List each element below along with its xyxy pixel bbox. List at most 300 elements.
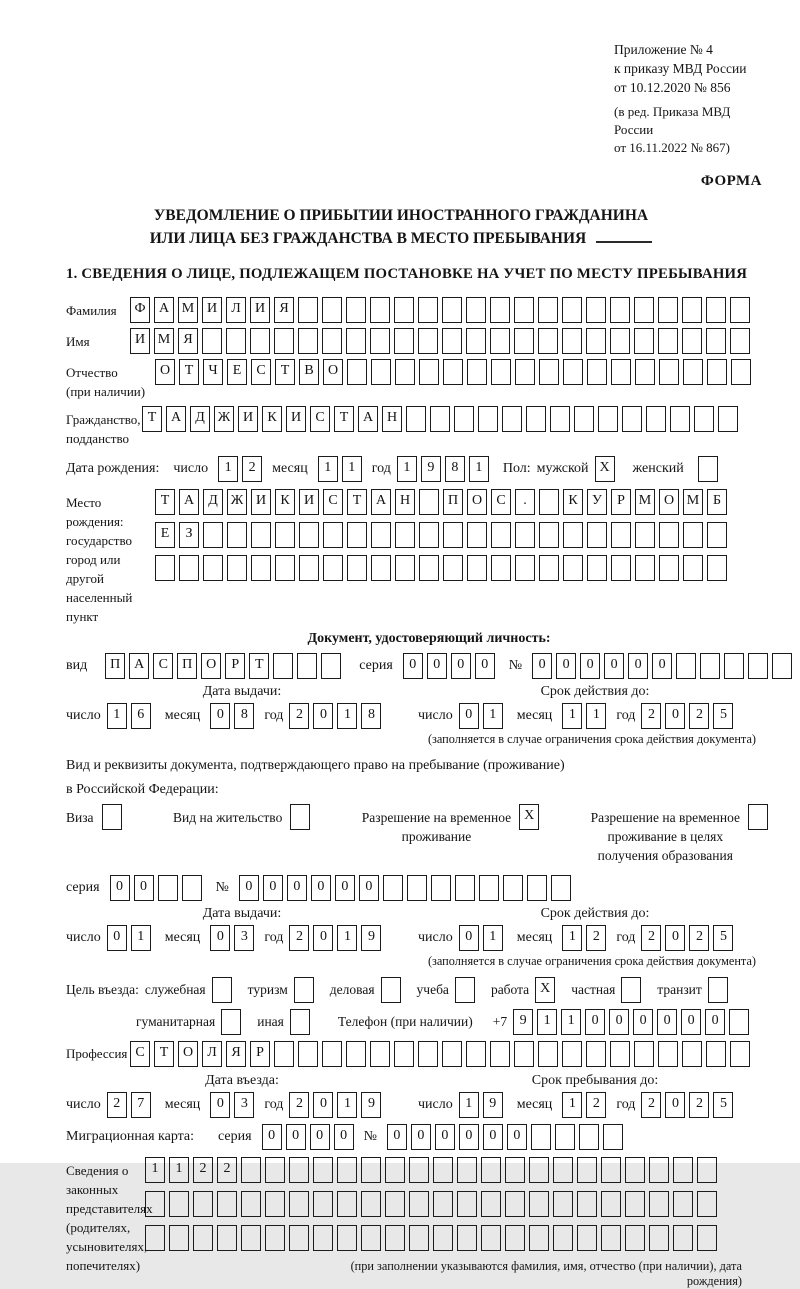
birth-day-cells[interactable] bbox=[218, 456, 266, 482]
cell-box[interactable] bbox=[394, 1041, 414, 1067]
cell-box[interactable] bbox=[455, 875, 475, 901]
cell-box[interactable]: 0 bbox=[313, 1092, 333, 1118]
cell-box[interactable] bbox=[622, 406, 642, 432]
cell-box[interactable] bbox=[395, 522, 415, 548]
cell-box[interactable]: Т bbox=[347, 489, 367, 515]
purpose-work-checkbox[interactable] bbox=[535, 977, 559, 1003]
residence-series-cells[interactable] bbox=[110, 875, 206, 901]
cell-box[interactable]: 1 bbox=[107, 703, 127, 729]
purpose-business-checkbox[interactable] bbox=[381, 977, 405, 1003]
cell-box[interactable]: 0 bbox=[459, 1124, 479, 1150]
entry-year-cells[interactable] bbox=[289, 1092, 385, 1118]
cell-box[interactable]: 0 bbox=[652, 653, 672, 679]
cell-box[interactable]: Е bbox=[227, 359, 247, 385]
cell-box[interactable]: 0 bbox=[411, 1124, 431, 1150]
cell-box[interactable] bbox=[697, 1225, 717, 1251]
cell-box[interactable] bbox=[347, 555, 367, 581]
cell-box[interactable] bbox=[601, 1191, 621, 1217]
cell-box[interactable] bbox=[491, 555, 511, 581]
cell-box[interactable]: 0 bbox=[387, 1124, 407, 1150]
cell-box[interactable] bbox=[370, 1041, 390, 1067]
cell-box[interactable] bbox=[418, 1041, 438, 1067]
cell-box[interactable] bbox=[587, 555, 607, 581]
cell-box[interactable] bbox=[676, 653, 696, 679]
cell-box[interactable] bbox=[212, 977, 232, 1003]
cell-box[interactable]: 0 bbox=[628, 653, 648, 679]
cell-box[interactable]: С bbox=[491, 489, 511, 515]
cell-box[interactable]: 1 bbox=[562, 1092, 582, 1118]
cell-box[interactable]: Р bbox=[225, 653, 245, 679]
cell-box[interactable]: 1 bbox=[483, 703, 503, 729]
cell-box[interactable]: Т bbox=[154, 1041, 174, 1067]
cell-box[interactable]: К bbox=[563, 489, 583, 515]
cell-box[interactable] bbox=[443, 522, 463, 548]
cell-box[interactable] bbox=[659, 555, 679, 581]
cell-box[interactable] bbox=[562, 1041, 582, 1067]
cell-box[interactable] bbox=[289, 1191, 309, 1217]
cell-box[interactable]: 0 bbox=[311, 875, 331, 901]
cell-box[interactable] bbox=[431, 875, 451, 901]
cell-box[interactable]: . bbox=[515, 489, 535, 515]
cell-box[interactable]: Р bbox=[250, 1041, 270, 1067]
citizenship-cells[interactable] bbox=[142, 406, 742, 432]
cell-box[interactable] bbox=[579, 1124, 599, 1150]
cell-box[interactable] bbox=[538, 297, 558, 323]
residence-issue-month-cells[interactable] bbox=[210, 925, 258, 951]
cell-box[interactable] bbox=[479, 875, 499, 901]
cell-box[interactable] bbox=[514, 1041, 534, 1067]
cell-box[interactable]: П bbox=[443, 489, 463, 515]
cell-box[interactable] bbox=[145, 1191, 165, 1217]
cell-box[interactable] bbox=[562, 297, 582, 323]
birthplace-cells-line3[interactable] bbox=[155, 555, 731, 581]
cell-box[interactable] bbox=[515, 359, 535, 385]
cell-box[interactable] bbox=[321, 653, 341, 679]
cell-box[interactable] bbox=[297, 653, 317, 679]
cell-box[interactable] bbox=[611, 359, 631, 385]
cell-box[interactable]: 0 bbox=[585, 1009, 605, 1035]
birthplace-cells-line2[interactable] bbox=[155, 522, 731, 548]
cell-box[interactable] bbox=[553, 1157, 573, 1183]
cell-box[interactable] bbox=[529, 1157, 549, 1183]
cell-box[interactable] bbox=[442, 1041, 462, 1067]
cell-box[interactable] bbox=[490, 297, 510, 323]
cell-box[interactable] bbox=[718, 406, 738, 432]
cell-box[interactable] bbox=[323, 555, 343, 581]
cell-box[interactable]: 0 bbox=[262, 1124, 282, 1150]
doc-series-cells[interactable] bbox=[403, 653, 499, 679]
cell-box[interactable]: 3 bbox=[234, 1092, 254, 1118]
cell-box[interactable]: 0 bbox=[134, 875, 154, 901]
cell-box[interactable]: И bbox=[238, 406, 258, 432]
valid-month-cells[interactable] bbox=[562, 703, 610, 729]
cell-box[interactable] bbox=[299, 522, 319, 548]
cell-box[interactable]: Е bbox=[155, 522, 175, 548]
cell-box[interactable] bbox=[467, 555, 487, 581]
cell-box[interactable] bbox=[370, 297, 390, 323]
purpose-other-checkbox[interactable] bbox=[290, 1009, 314, 1035]
cell-box[interactable] bbox=[587, 522, 607, 548]
cell-box[interactable] bbox=[290, 1009, 310, 1035]
cell-box[interactable] bbox=[409, 1191, 429, 1217]
cell-box[interactable] bbox=[361, 1157, 381, 1183]
cell-box[interactable]: 2 bbox=[107, 1092, 127, 1118]
cell-box[interactable] bbox=[419, 522, 439, 548]
cell-box[interactable] bbox=[503, 875, 523, 901]
cell-box[interactable] bbox=[371, 359, 391, 385]
cell-box[interactable]: 0 bbox=[451, 653, 471, 679]
cell-box[interactable] bbox=[491, 359, 511, 385]
cell-box[interactable] bbox=[322, 1041, 342, 1067]
cell-box[interactable] bbox=[251, 555, 271, 581]
cell-box[interactable]: И bbox=[286, 406, 306, 432]
cell-box[interactable]: О bbox=[178, 1041, 198, 1067]
cell-box[interactable] bbox=[649, 1157, 669, 1183]
cell-box[interactable] bbox=[610, 297, 630, 323]
cell-box[interactable]: 0 bbox=[556, 653, 576, 679]
cell-box[interactable] bbox=[577, 1157, 597, 1183]
cell-box[interactable]: Б bbox=[707, 489, 727, 515]
cell-box[interactable]: Д bbox=[203, 489, 223, 515]
cell-box[interactable] bbox=[409, 1225, 429, 1251]
cell-box[interactable] bbox=[298, 297, 318, 323]
cell-box[interactable] bbox=[673, 1157, 693, 1183]
cell-box[interactable] bbox=[289, 1225, 309, 1251]
cell-box[interactable] bbox=[383, 875, 403, 901]
cell-box[interactable] bbox=[587, 359, 607, 385]
cell-box[interactable]: 0 bbox=[580, 653, 600, 679]
cell-box[interactable]: 2 bbox=[586, 925, 606, 951]
cell-box[interactable] bbox=[586, 1041, 606, 1067]
purpose-tourism-checkbox[interactable] bbox=[294, 977, 318, 1003]
cell-box[interactable]: 0 bbox=[665, 925, 685, 951]
cell-box[interactable]: 7 bbox=[131, 1092, 151, 1118]
cell-box[interactable]: 1 bbox=[131, 925, 151, 951]
cell-box[interactable] bbox=[265, 1191, 285, 1217]
cell-box[interactable] bbox=[265, 1157, 285, 1183]
cell-box[interactable]: О bbox=[201, 653, 221, 679]
representatives-cells-line2[interactable] bbox=[145, 1191, 772, 1217]
cell-box[interactable] bbox=[698, 456, 718, 482]
sex-male-checkbox[interactable] bbox=[595, 456, 619, 482]
cell-box[interactable]: X bbox=[535, 977, 555, 1003]
cell-box[interactable]: 0 bbox=[665, 1092, 685, 1118]
cell-box[interactable] bbox=[227, 522, 247, 548]
cell-box[interactable]: 9 bbox=[361, 925, 381, 951]
cell-box[interactable]: 8 bbox=[445, 456, 465, 482]
cell-box[interactable] bbox=[659, 522, 679, 548]
cell-box[interactable] bbox=[505, 1225, 525, 1251]
cell-box[interactable] bbox=[323, 522, 343, 548]
cell-box[interactable]: А bbox=[358, 406, 378, 432]
cell-box[interactable] bbox=[203, 555, 223, 581]
cell-box[interactable] bbox=[385, 1191, 405, 1217]
cell-box[interactable] bbox=[635, 555, 655, 581]
cell-box[interactable]: 2 bbox=[193, 1157, 213, 1183]
cell-box[interactable]: Ж bbox=[227, 489, 247, 515]
cell-box[interactable] bbox=[529, 1191, 549, 1217]
cell-box[interactable] bbox=[531, 1124, 551, 1150]
cell-box[interactable] bbox=[539, 359, 559, 385]
cell-box[interactable] bbox=[290, 804, 310, 830]
cell-box[interactable]: Ж bbox=[214, 406, 234, 432]
cell-box[interactable]: 0 bbox=[286, 1124, 306, 1150]
cell-box[interactable] bbox=[346, 1041, 366, 1067]
cell-box[interactable] bbox=[406, 406, 426, 432]
cell-box[interactable]: 1 bbox=[537, 1009, 557, 1035]
cell-box[interactable] bbox=[555, 1124, 575, 1150]
cell-box[interactable] bbox=[563, 522, 583, 548]
cell-box[interactable]: 0 bbox=[310, 1124, 330, 1150]
cell-box[interactable] bbox=[337, 1225, 357, 1251]
cell-box[interactable] bbox=[649, 1191, 669, 1217]
cell-box[interactable]: Я bbox=[226, 1041, 246, 1067]
cell-box[interactable] bbox=[370, 328, 390, 354]
cell-box[interactable]: О bbox=[659, 489, 679, 515]
cell-box[interactable] bbox=[772, 653, 792, 679]
cell-box[interactable] bbox=[265, 1225, 285, 1251]
cell-box[interactable] bbox=[395, 359, 415, 385]
cell-box[interactable]: 1 bbox=[218, 456, 238, 482]
doc-kind-cells[interactable] bbox=[105, 653, 345, 679]
cell-box[interactable] bbox=[169, 1191, 189, 1217]
cell-box[interactable]: Ч bbox=[203, 359, 223, 385]
cell-box[interactable] bbox=[490, 328, 510, 354]
residence-issue-year-cells[interactable] bbox=[289, 925, 385, 951]
residence-valid-day-cells[interactable] bbox=[459, 925, 507, 951]
purpose-humanitarian-checkbox[interactable] bbox=[221, 1009, 245, 1035]
cell-box[interactable]: М bbox=[635, 489, 655, 515]
cell-box[interactable] bbox=[706, 328, 726, 354]
cell-box[interactable]: 1 bbox=[169, 1157, 189, 1183]
temp-residence-edu-checkbox[interactable] bbox=[748, 804, 772, 830]
cell-box[interactable] bbox=[250, 328, 270, 354]
cell-box[interactable] bbox=[274, 328, 294, 354]
cell-box[interactable] bbox=[598, 406, 618, 432]
cell-box[interactable] bbox=[361, 1191, 381, 1217]
cell-box[interactable] bbox=[466, 297, 486, 323]
cell-box[interactable]: 0 bbox=[609, 1009, 629, 1035]
cell-box[interactable] bbox=[407, 875, 427, 901]
purpose-study-checkbox[interactable] bbox=[455, 977, 479, 1003]
cell-box[interactable]: У bbox=[587, 489, 607, 515]
valid-year-cells[interactable] bbox=[641, 703, 737, 729]
cell-box[interactable] bbox=[457, 1225, 477, 1251]
cell-box[interactable]: Т bbox=[334, 406, 354, 432]
cell-box[interactable] bbox=[706, 297, 726, 323]
cell-box[interactable] bbox=[625, 1225, 645, 1251]
cell-box[interactable]: 0 bbox=[359, 875, 379, 901]
cell-box[interactable] bbox=[381, 977, 401, 1003]
cell-box[interactable] bbox=[563, 359, 583, 385]
cell-box[interactable] bbox=[241, 1157, 261, 1183]
cell-box[interactable] bbox=[227, 555, 247, 581]
temp-residence-checkbox[interactable] bbox=[519, 804, 543, 830]
cell-box[interactable] bbox=[419, 489, 439, 515]
cell-box[interactable]: 0 bbox=[459, 703, 479, 729]
cell-box[interactable] bbox=[182, 875, 202, 901]
cell-box[interactable]: 8 bbox=[234, 703, 254, 729]
cell-box[interactable] bbox=[385, 1225, 405, 1251]
cell-box[interactable] bbox=[467, 522, 487, 548]
cell-box[interactable] bbox=[241, 1225, 261, 1251]
cell-box[interactable]: И bbox=[251, 489, 271, 515]
cell-box[interactable] bbox=[481, 1191, 501, 1217]
cell-box[interactable]: И bbox=[130, 328, 150, 354]
cell-box[interactable] bbox=[347, 359, 367, 385]
cell-box[interactable]: Т bbox=[179, 359, 199, 385]
cell-box[interactable]: П bbox=[177, 653, 197, 679]
residence-valid-month-cells[interactable] bbox=[562, 925, 610, 951]
cell-box[interactable] bbox=[538, 1041, 558, 1067]
cell-box[interactable] bbox=[346, 297, 366, 323]
cell-box[interactable]: О bbox=[155, 359, 175, 385]
residence-issue-day-cells[interactable] bbox=[107, 925, 155, 951]
cell-box[interactable] bbox=[610, 1041, 630, 1067]
cell-box[interactable]: 1 bbox=[318, 456, 338, 482]
cell-box[interactable]: 0 bbox=[210, 1092, 230, 1118]
cell-box[interactable] bbox=[550, 406, 570, 432]
birthplace-cells-line1[interactable] bbox=[155, 489, 731, 515]
cell-box[interactable]: 2 bbox=[242, 456, 262, 482]
purpose-private-checkbox[interactable] bbox=[621, 977, 645, 1003]
cell-box[interactable] bbox=[526, 406, 546, 432]
cell-box[interactable] bbox=[539, 555, 559, 581]
cell-box[interactable] bbox=[697, 1191, 717, 1217]
cell-box[interactable] bbox=[289, 1157, 309, 1183]
cell-box[interactable]: А bbox=[179, 489, 199, 515]
cell-box[interactable] bbox=[563, 555, 583, 581]
cell-box[interactable] bbox=[145, 1225, 165, 1251]
cell-box[interactable] bbox=[634, 1041, 654, 1067]
cell-box[interactable] bbox=[707, 359, 727, 385]
cell-box[interactable] bbox=[586, 297, 606, 323]
cell-box[interactable]: 0 bbox=[657, 1009, 677, 1035]
cell-box[interactable] bbox=[514, 297, 534, 323]
cell-box[interactable] bbox=[673, 1191, 693, 1217]
cell-box[interactable]: Т bbox=[275, 359, 295, 385]
cell-box[interactable] bbox=[419, 555, 439, 581]
cell-box[interactable] bbox=[371, 522, 391, 548]
cell-box[interactable]: 0 bbox=[604, 653, 624, 679]
birth-year-cells[interactable] bbox=[397, 456, 493, 482]
cell-box[interactable]: А bbox=[154, 297, 174, 323]
cell-box[interactable]: 0 bbox=[335, 875, 355, 901]
cell-box[interactable] bbox=[217, 1225, 237, 1251]
cell-box[interactable]: Д bbox=[190, 406, 210, 432]
cell-box[interactable]: 0 bbox=[210, 925, 230, 951]
cell-box[interactable]: 0 bbox=[427, 653, 447, 679]
stay-year-cells[interactable] bbox=[641, 1092, 737, 1118]
cell-box[interactable] bbox=[193, 1191, 213, 1217]
cell-box[interactable]: 1 bbox=[397, 456, 417, 482]
cell-box[interactable] bbox=[322, 297, 342, 323]
cell-box[interactable] bbox=[730, 328, 750, 354]
cell-box[interactable] bbox=[659, 359, 679, 385]
cell-box[interactable]: 1 bbox=[459, 1092, 479, 1118]
cell-box[interactable]: 2 bbox=[289, 703, 309, 729]
cell-box[interactable] bbox=[179, 555, 199, 581]
cell-box[interactable]: 0 bbox=[403, 653, 423, 679]
cell-box[interactable] bbox=[490, 1041, 510, 1067]
purpose-transit-checkbox[interactable] bbox=[708, 977, 732, 1003]
sex-female-checkbox[interactable] bbox=[698, 456, 722, 482]
cell-box[interactable] bbox=[442, 297, 462, 323]
cell-box[interactable]: 1 bbox=[562, 703, 582, 729]
cell-box[interactable] bbox=[577, 1225, 597, 1251]
cell-box[interactable]: 2 bbox=[217, 1157, 237, 1183]
cell-box[interactable] bbox=[635, 522, 655, 548]
issue-day-cells[interactable] bbox=[107, 703, 155, 729]
cell-box[interactable] bbox=[430, 406, 450, 432]
cell-box[interactable] bbox=[694, 406, 714, 432]
representatives-cells-line3[interactable] bbox=[145, 1225, 772, 1251]
cell-box[interactable] bbox=[299, 555, 319, 581]
cell-box[interactable]: 0 bbox=[665, 703, 685, 729]
cell-box[interactable]: 2 bbox=[586, 1092, 606, 1118]
cell-box[interactable]: 1 bbox=[483, 925, 503, 951]
cell-box[interactable]: 2 bbox=[641, 925, 661, 951]
cell-box[interactable] bbox=[275, 555, 295, 581]
cell-box[interactable] bbox=[454, 406, 474, 432]
cell-box[interactable] bbox=[481, 1157, 501, 1183]
cell-box[interactable] bbox=[553, 1225, 573, 1251]
cell-box[interactable] bbox=[625, 1191, 645, 1217]
cell-box[interactable] bbox=[601, 1157, 621, 1183]
migration-number-cells[interactable] bbox=[387, 1124, 627, 1150]
cell-box[interactable] bbox=[313, 1157, 333, 1183]
cell-box[interactable]: 0 bbox=[210, 703, 230, 729]
cell-box[interactable] bbox=[625, 1157, 645, 1183]
cell-box[interactable]: О bbox=[323, 359, 343, 385]
doc-number-cells[interactable] bbox=[532, 653, 796, 679]
residence-number-cells[interactable] bbox=[239, 875, 575, 901]
cell-box[interactable] bbox=[682, 328, 702, 354]
cell-box[interactable] bbox=[313, 1191, 333, 1217]
cell-box[interactable]: А bbox=[371, 489, 391, 515]
patronymic-cells[interactable] bbox=[155, 359, 755, 385]
cell-box[interactable] bbox=[241, 1191, 261, 1217]
cell-box[interactable] bbox=[337, 1157, 357, 1183]
cell-box[interactable] bbox=[646, 406, 666, 432]
cell-box[interactable] bbox=[658, 297, 678, 323]
cell-box[interactable]: 6 bbox=[131, 703, 151, 729]
cell-box[interactable] bbox=[682, 1041, 702, 1067]
cell-box[interactable]: 0 bbox=[681, 1009, 701, 1035]
cell-box[interactable]: К bbox=[275, 489, 295, 515]
cell-box[interactable]: О bbox=[467, 489, 487, 515]
cell-box[interactable]: С bbox=[251, 359, 271, 385]
cell-box[interactable]: Н bbox=[382, 406, 402, 432]
cell-box[interactable]: 2 bbox=[641, 1092, 661, 1118]
cell-box[interactable] bbox=[586, 328, 606, 354]
cell-box[interactable] bbox=[731, 359, 751, 385]
purpose-official-checkbox[interactable] bbox=[212, 977, 236, 1003]
cell-box[interactable] bbox=[634, 297, 654, 323]
cell-box[interactable] bbox=[683, 555, 703, 581]
cell-box[interactable] bbox=[418, 328, 438, 354]
cell-box[interactable] bbox=[395, 555, 415, 581]
cell-box[interactable]: 2 bbox=[689, 1092, 709, 1118]
cell-box[interactable]: 9 bbox=[361, 1092, 381, 1118]
cell-box[interactable] bbox=[553, 1191, 573, 1217]
cell-box[interactable] bbox=[515, 555, 535, 581]
cell-box[interactable] bbox=[670, 406, 690, 432]
cell-box[interactable]: 0 bbox=[107, 925, 127, 951]
visa-checkbox[interactable] bbox=[102, 804, 126, 830]
cell-box[interactable] bbox=[203, 522, 223, 548]
issue-month-cells[interactable] bbox=[210, 703, 258, 729]
